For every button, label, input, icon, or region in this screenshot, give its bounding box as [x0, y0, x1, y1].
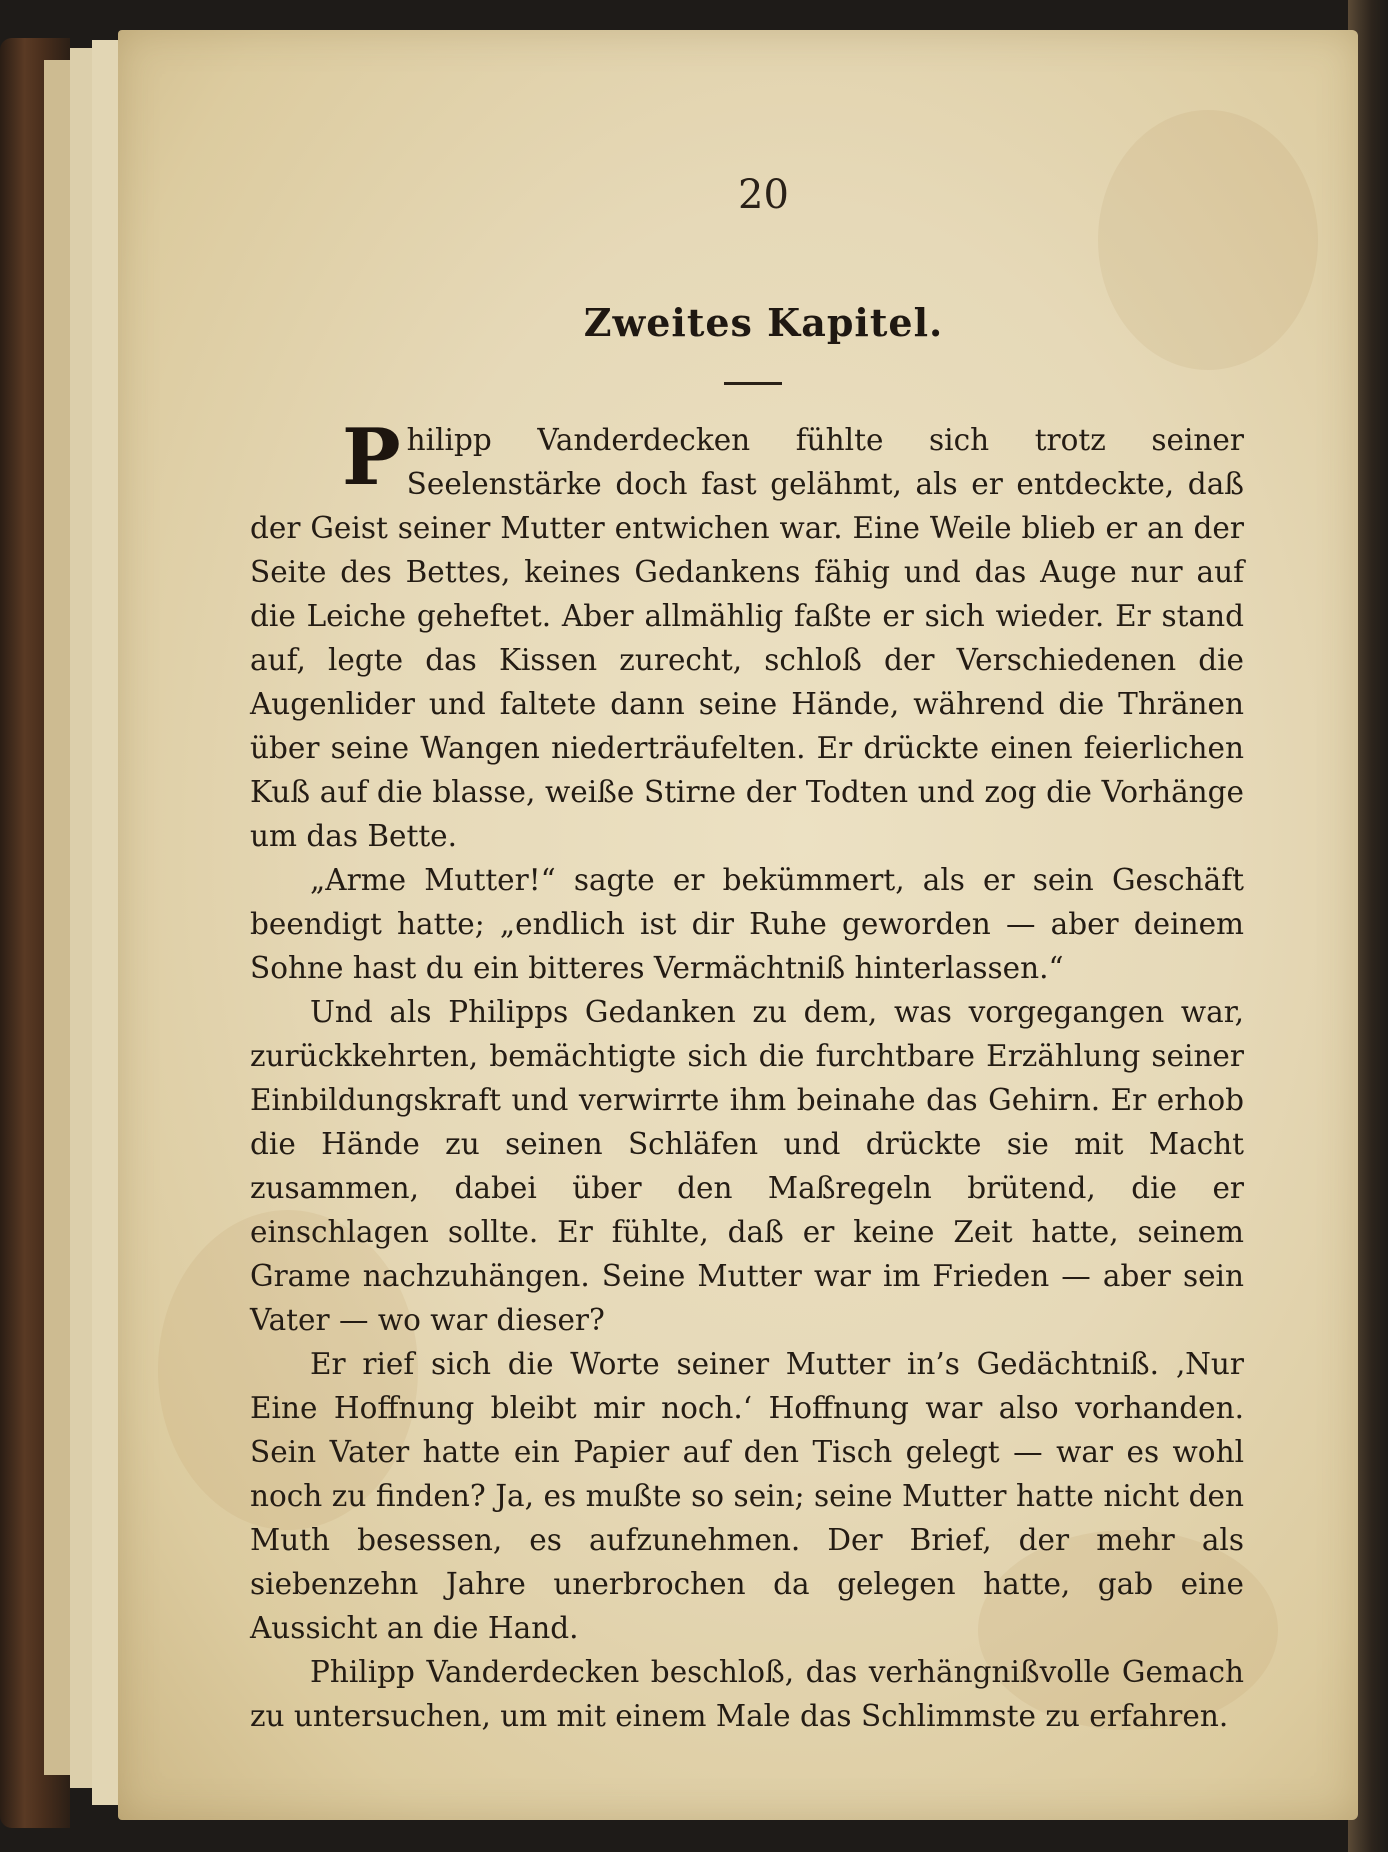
paragraph: Und als Philipps Gedanken zu dem, was vorgegangen war, zurückkehrten, bemächtigte sich die furchtbare Erzählung seiner Einbildungskraft und verwirrte ihm beinahe das Gehirn. Er erhob die Hände zu seinen Schläfen und drückte sie mit Macht zusammen, dabei über den Maßregeln brütend, die er einschlagen sollte. Er fühlte, daß er keine Zeit hatte, seinem Grame nachzuhängen. Seine Mutter war im Frieden — aber sein Vater — wo war dieser? [250, 995, 1244, 1337]
paragraph: Philipp Vanderdecken fühlte sich trotz seiner Seelenstärke doch fast gelähmt, als er entdeckte, daß der Geist seiner Mutter entwichen war. Eine Weile blieb er an der Seite des Bettes, keines Gedankens fähig und das Auge nur auf die Leiche geheftet. Aber allmählig faßte er sich wieder. Er stand auf, legte das Kissen zurecht, schloß der Verschiedenen die Augenlider und faltete dann seine Hände, während die Thränen über seine Wangen niederträufelten. Er drückte einen feierlichen Kuß auf die blasse, weiße Stirne der Todten und zog die Vorhänge um das Bette. [250, 412, 1244, 853]
paragraph: Er rief sich die Worte seiner Mutter in’s Gedächtniß. ‚Nur Eine Hoffnung bleibt mir noch.‘ Hoffnung war also vorhanden. Sein Vater hatte ein Papier auf den Tisch gelegt — war es wohl noch zu finden? Ja, es mußte so sein; seine Mutter hatte nicht den Muth besessen, es aufzunehmen. Der Brief, der mehr als siebenzehn Jahre unerbrochen da gelegen hatte, gab eine Aussicht an die Hand. [250, 1347, 1244, 1645]
chapter-title: Zweites Kapitel. [583, 300, 944, 345]
paragraph: Philipp Vanderdecken beschloß, das verhängnißvolle Gemach zu untersuchen, um mit einem Male das Schlimmste zu erfahren. [250, 1655, 1244, 1733]
title-divider [724, 382, 782, 385]
body-text [250, 412, 1244, 1738]
page-number: 20 [738, 172, 789, 218]
paragraph: „Arme Mutter!“ sagte er bekümmert, als er sein Geschäft beendigt hatte; „endlich ist dir Ruhe geworden — aber deinem Sohne hast du ein bitteres Vermächtniß hinterlassen.“ [250, 863, 1244, 985]
